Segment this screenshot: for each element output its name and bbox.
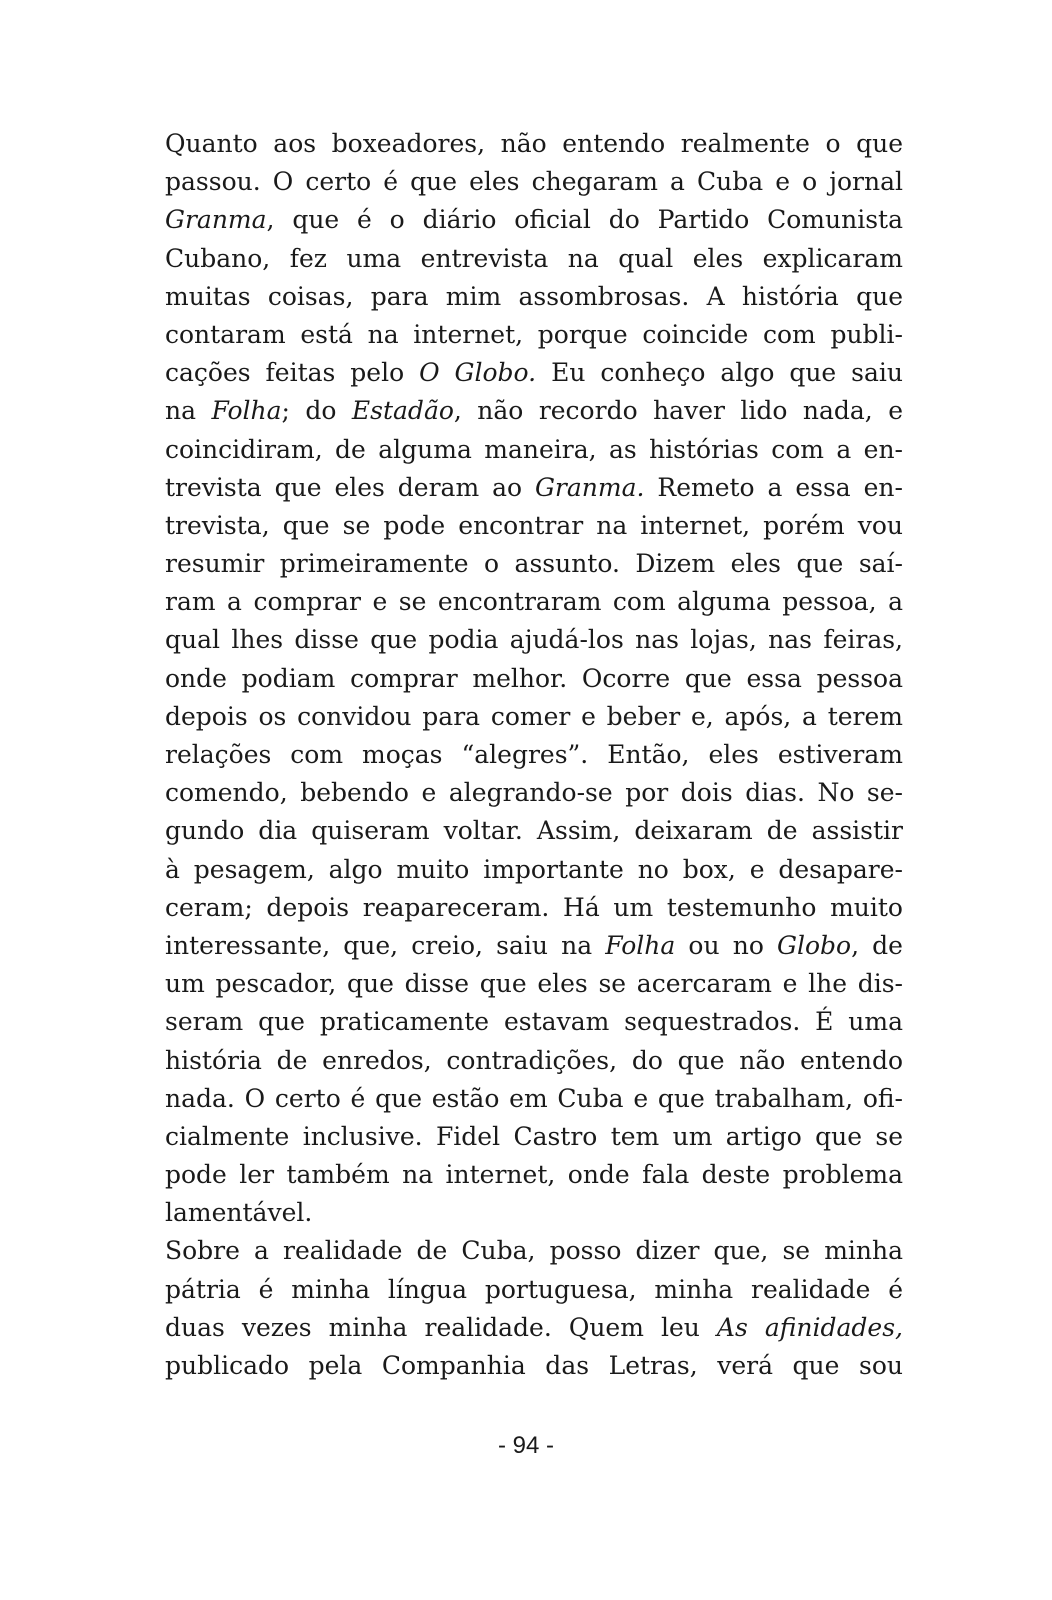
text-line bbox=[165, 1232, 903, 1270]
text-segment: trevista que eles deram ao bbox=[165, 472, 535, 502]
text-line bbox=[165, 736, 903, 774]
text-segment: Sobre a realidade de Cuba, posso dizer que, se minha bbox=[165, 1236, 903, 1266]
text-segment: relações com moças “alegres”. Então, eles estiveram bbox=[165, 740, 903, 769]
text-segment: cações feitas pelo bbox=[165, 358, 420, 388]
text-segment: , não recordo haver lido nada, e bbox=[453, 396, 904, 426]
text-segment: depois os convidou para comer e beber e, após, a terem bbox=[165, 701, 903, 731]
text-segment: publicado pela Companhia das Letras, verá que sou bbox=[165, 1351, 903, 1380]
text-line bbox=[165, 431, 903, 469]
text-line bbox=[165, 1003, 903, 1041]
text-line bbox=[165, 278, 903, 316]
text-segment: passou. O certo é que eles chegaram a Cuba e o jornal bbox=[165, 167, 903, 197]
text-line bbox=[165, 698, 903, 736]
text-segment: ou no bbox=[675, 930, 778, 960]
italic-text: As afinidades, bbox=[716, 1312, 903, 1342]
italic-text: Estadão bbox=[351, 396, 454, 426]
text-line bbox=[165, 889, 903, 927]
text-segment: lamentável. bbox=[165, 1198, 313, 1228]
text-segment: à pesagem, algo muito importante no box, e desapare- bbox=[165, 854, 903, 884]
text-segment: história de enredos, contradições, do que não entendo bbox=[165, 1045, 903, 1075]
text-segment: resumir primeiramente o assunto. Dizem eles que saí- bbox=[165, 549, 903, 579]
text-segment: Cubano, fez uma entrevista na qual eles explicaram bbox=[165, 243, 903, 273]
text-segment: pode ler também na internet, onde fala deste problema bbox=[165, 1160, 903, 1190]
text-line bbox=[165, 1080, 903, 1118]
text-segment: ram a comprar e se encontraram com alguma pessoa, a bbox=[165, 587, 903, 617]
text-segment: comendo, bebendo e alegrando-se por dois dias. No se- bbox=[165, 778, 903, 808]
text-segment: pátria é minha língua portuguesa, minha realidade é bbox=[165, 1274, 903, 1304]
italic-text: O Globo. bbox=[419, 358, 537, 388]
italic-text: Granma. bbox=[534, 472, 645, 502]
text-line bbox=[165, 774, 903, 812]
text-segment: um pescador, que disse que eles se acercaram e lhe dis- bbox=[165, 969, 903, 999]
text-segment: , de bbox=[851, 930, 903, 960]
text-line bbox=[165, 201, 903, 239]
text-line bbox=[165, 1118, 903, 1156]
text-line bbox=[165, 1042, 903, 1080]
text-line bbox=[165, 1347, 903, 1385]
text-segment: cialmente inclusive. Fidel Castro tem um artigo que se bbox=[165, 1121, 903, 1151]
text-line bbox=[165, 240, 903, 278]
text-line bbox=[165, 621, 903, 659]
text-segment: na bbox=[165, 396, 212, 426]
text-line bbox=[165, 812, 903, 850]
text-segment: muitas coisas, para mim assombrosas. A história que bbox=[165, 281, 903, 311]
text-segment: duas vezes minha realidade. Quem leu bbox=[165, 1312, 717, 1342]
text-segment: nada. O certo é que estão em Cuba e que trabalham, ofi- bbox=[165, 1083, 903, 1113]
italic-text: Granma bbox=[165, 205, 267, 235]
text-segment: contaram está na internet, porque coincide com publi- bbox=[165, 319, 903, 349]
text-segment: , que é o diário oficial do Partido Comunista bbox=[266, 205, 903, 235]
text-line bbox=[165, 392, 903, 430]
text-segment: ; do bbox=[281, 396, 352, 426]
italic-text: Globo bbox=[777, 930, 852, 960]
text-segment: Quanto aos boxeadores, não entendo realmente o que bbox=[165, 129, 903, 158]
text-line bbox=[165, 125, 903, 163]
text-line bbox=[165, 1194, 903, 1232]
body-text bbox=[165, 125, 903, 1385]
text-line bbox=[165, 545, 903, 583]
text-line bbox=[165, 851, 903, 889]
italic-text: Folha bbox=[211, 396, 282, 426]
text-line bbox=[165, 927, 903, 965]
page-number: - 94 - bbox=[497, 1432, 554, 1459]
text-segment: coincidiram, de alguma maneira, as histórias com a en- bbox=[165, 434, 903, 464]
text-line bbox=[165, 965, 903, 1003]
text-line bbox=[165, 316, 903, 354]
text-line bbox=[165, 469, 903, 507]
text-line bbox=[165, 583, 903, 621]
text-segment: trevista, que se pode encontrar na internet, porém vou bbox=[165, 510, 903, 540]
italic-text: Folha bbox=[605, 930, 676, 960]
text-segment: interessante, que, creio, saiu na bbox=[165, 930, 606, 960]
text-line bbox=[165, 163, 903, 201]
text-line bbox=[165, 1271, 903, 1309]
text-line bbox=[165, 507, 903, 545]
text-segment: onde podiam comprar melhor. Ocorre que essa pessoa bbox=[165, 663, 903, 693]
text-segment: Eu conheço algo que saiu bbox=[536, 358, 903, 388]
text-line bbox=[165, 1156, 903, 1194]
text-segment: seram que praticamente estavam sequestrados. É uma bbox=[165, 1007, 903, 1037]
text-line bbox=[165, 1309, 903, 1347]
text-segment: qual lhes disse que podia ajudá-los nas lojas, nas feiras, bbox=[165, 625, 903, 655]
text-line bbox=[165, 354, 903, 392]
text-segment: ceram; depois reapareceram. Há um testemunho muito bbox=[165, 892, 903, 922]
text-segment: Remeto a essa en- bbox=[644, 472, 903, 502]
text-line bbox=[165, 660, 903, 698]
text-segment: gundo dia quiseram voltar. Assim, deixaram de assistir bbox=[165, 816, 903, 846]
